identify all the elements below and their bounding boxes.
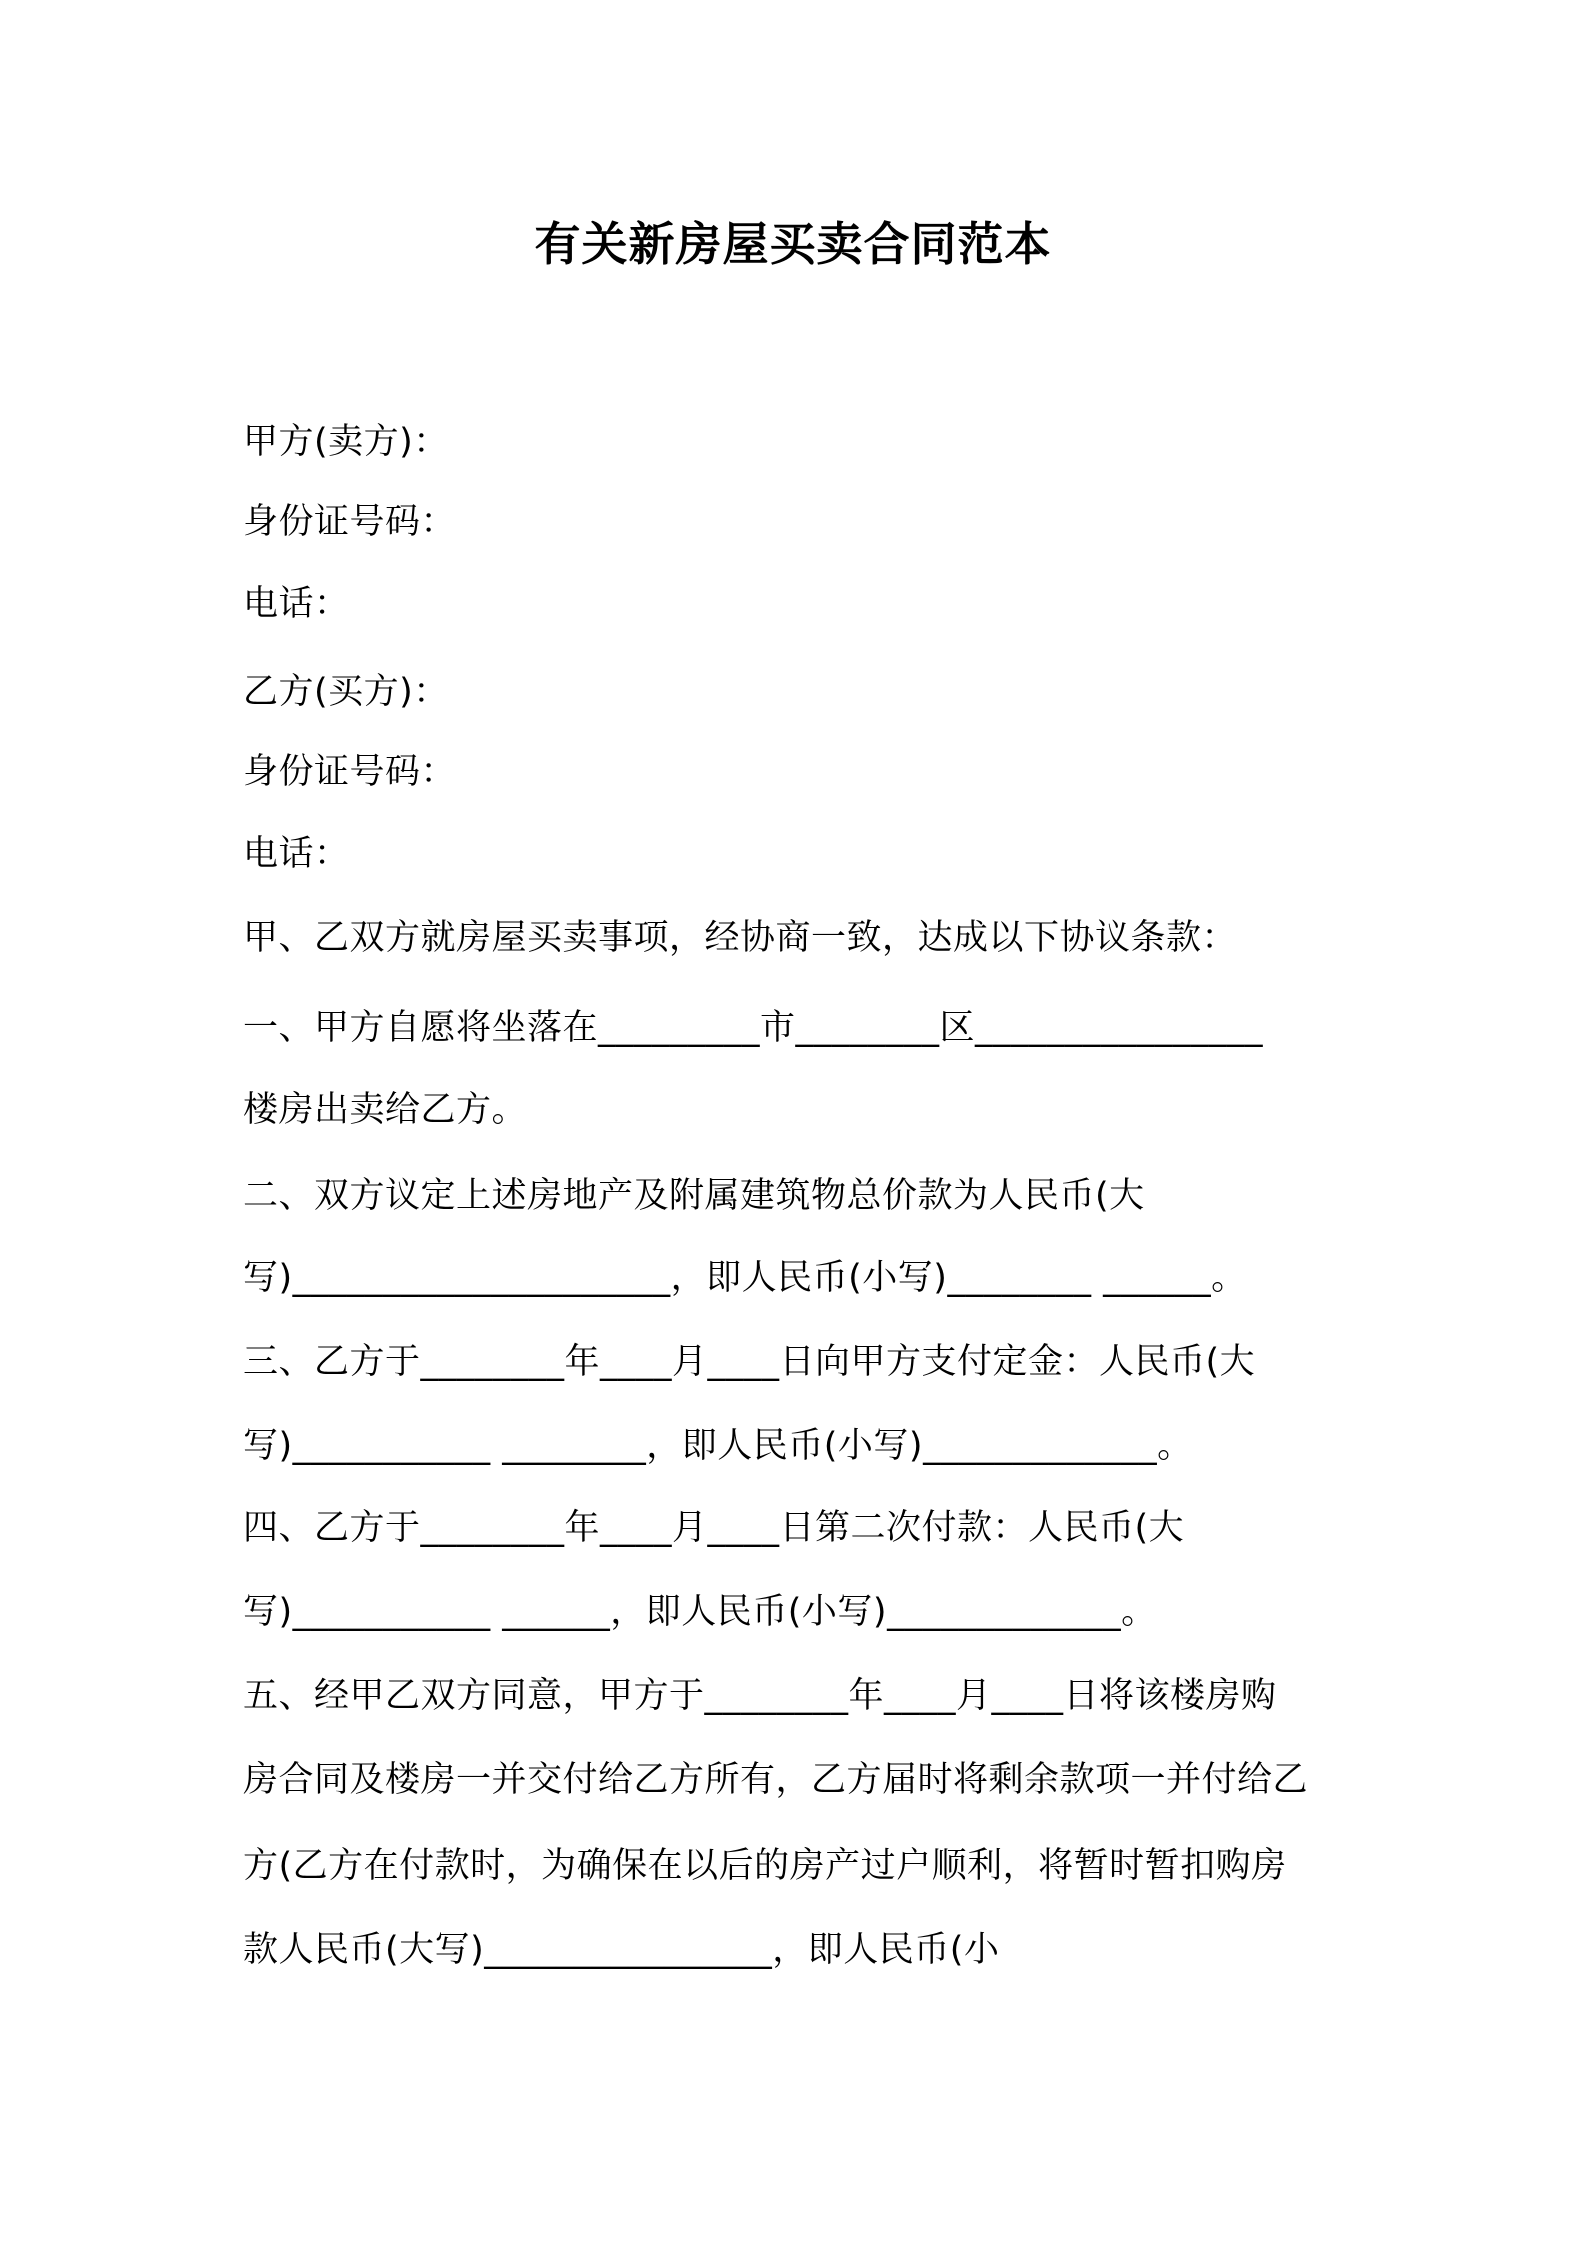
clause-2-line-2: 写)_____________________，即人民币(小写)________ ______。 (243, 1258, 1247, 1298)
clause-3-line-1: 三、乙方于________年____月____日向甲方支付定金：人民币(大 (243, 1342, 1256, 1382)
clause-5-line-2: 房合同及楼房一并交付给乙方所有，乙方届时将剩余款项一并付给乙 (243, 1760, 1309, 1800)
clause-2-line-1: 二、双方议定上述房地产及附属建筑物总价款为人民币(大 (243, 1176, 1145, 1216)
clause-4-line-2: 写)___________ ______，即人民币(小写)_____________。 (243, 1592, 1157, 1632)
clause-5-line-3: 方(乙方在付款时，为确保在以后的房产过户顺利，将暂时暂扣购房 (243, 1846, 1287, 1886)
buyer-phone-line: 电话： (243, 834, 350, 874)
clause-4-line-1: 四、乙方于________年____月____日第二次付款：人民币(大 (243, 1508, 1185, 1548)
buyer-id-line: 身份证号码： (243, 752, 457, 792)
seller-phone-line: 电话： (243, 584, 350, 624)
buyer-name-line: 乙方(买方)： (243, 672, 449, 712)
clause-5-line-4: 款人民币(大写)________________，即人民币(小 (243, 1930, 1000, 1970)
clause-3-line-2: 写)___________ ________，即人民币(小写)_____________。 (243, 1426, 1193, 1466)
seller-id-line: 身份证号码： (243, 502, 457, 542)
seller-name-line: 甲方(卖方)： (243, 422, 449, 462)
clause-1-line-2: 楼房出卖给乙方。 (243, 1090, 528, 1130)
document-title: 有关新房屋买卖合同范本 (534, 217, 1052, 271)
clause-5-line-1: 五、经甲乙双方同意，甲方于________年____月____日将该楼房购 (243, 1676, 1277, 1716)
clause-1-line-1: 一、甲方自愿将坐落在_________市________区________________ (243, 1008, 1264, 1048)
agreement-intro-line: 甲、乙双方就房屋买卖事项，经协商一致，达成以下协议条款： (243, 918, 1238, 958)
